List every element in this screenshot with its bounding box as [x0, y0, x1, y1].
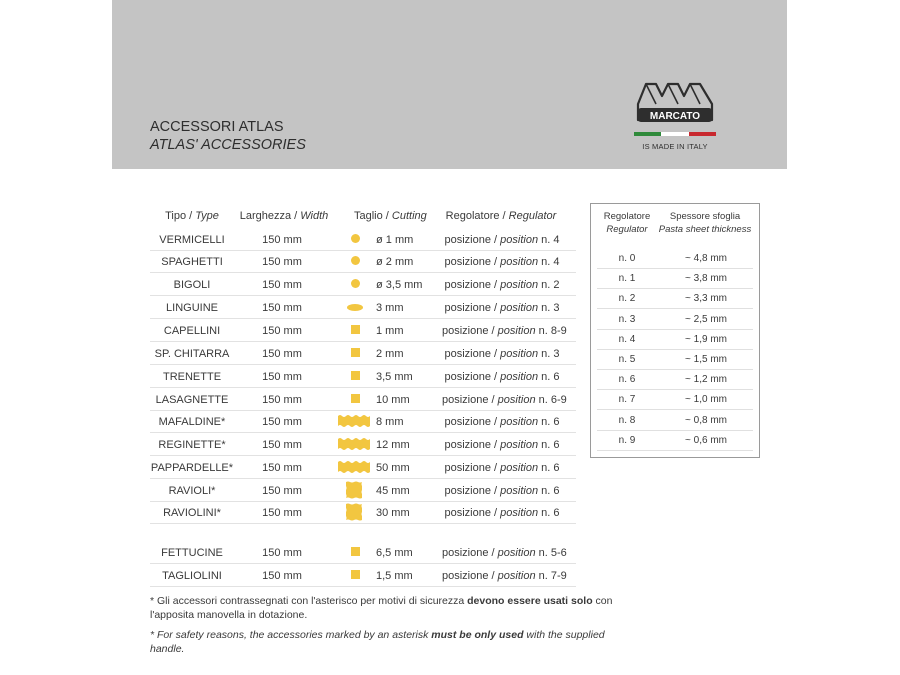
- table-row: [150, 410, 576, 433]
- thickness-row: [597, 410, 753, 431]
- pasta-shape-icon: [342, 410, 372, 432]
- thickness-header: [597, 210, 753, 244]
- cell-cutting: 10 mm: [376, 394, 410, 406]
- cell-regulator: posizione / position n. 6: [444, 371, 560, 383]
- pasta-shape-icon: [342, 433, 372, 455]
- shape-square: [351, 371, 360, 380]
- table-row: [150, 342, 576, 365]
- cell-width: 150 mm: [262, 507, 302, 519]
- cell-type: RAVIOLI*: [168, 485, 216, 497]
- cell-regulator-n: n. 0: [618, 253, 636, 264]
- note-english: * For safety reasons, the accessories marked by an asterisk must be only used with the supplied handle.: [150, 629, 605, 655]
- cell-thickness: ~ 1,9 mm: [685, 333, 727, 345]
- cell-thickness: ~ 3,3 mm: [685, 293, 727, 305]
- cell-type: TAGLIOLINI: [162, 570, 222, 582]
- cell-cutting: 1 mm: [376, 325, 404, 337]
- cell-width: 150 mm: [262, 256, 302, 268]
- cell-type: TRENETTE: [162, 371, 222, 383]
- cell-regulator-n: n. 5: [618, 354, 636, 365]
- shape-square: [351, 348, 360, 357]
- cell-width: 150 mm: [262, 394, 302, 406]
- cell-regulator-n: n. 2: [618, 293, 636, 305]
- cell-regulator: posizione / position n. 4: [444, 234, 560, 246]
- shape-wavy: [338, 414, 370, 428]
- cell-thickness: ~ 1,5 mm: [685, 354, 727, 365]
- cell-cutting: 3 mm: [376, 302, 404, 314]
- cell-regulator-n: n. 7: [618, 394, 636, 406]
- shape-ravioli: [346, 503, 362, 521]
- cell-cutting: 8 mm: [376, 416, 404, 428]
- table-row: [150, 456, 576, 479]
- cell-cutting: 50 mm: [376, 462, 410, 474]
- thickness-row: [597, 430, 753, 451]
- thickness-table: [590, 203, 760, 458]
- cell-width: 150 mm: [262, 462, 302, 474]
- cell-thickness: ~ 3,8 mm: [685, 273, 727, 285]
- pasta-shape-icon: [342, 296, 372, 318]
- cell-regulator: posizione / position n. 3: [444, 348, 560, 360]
- cell-regulator: posizione / position n. 6: [444, 507, 560, 519]
- col-header-regulator-n: Regolatore Regulator: [603, 211, 651, 235]
- cell-regulator: posizione / position n. 6: [444, 485, 560, 497]
- logo-tagline: IS MADE IN ITALY: [642, 142, 708, 151]
- cell-type: VERMICELLI: [159, 234, 225, 246]
- pasta-shape-icon: [342, 228, 372, 250]
- cell-width: 150 mm: [262, 348, 302, 360]
- page-title: [150, 118, 306, 154]
- cell-regulator: posizione / position n. 6-9: [442, 394, 567, 406]
- cell-regulator-n: n. 1: [618, 273, 636, 285]
- table-row: [150, 365, 576, 388]
- cell-type: FETTUCINE: [161, 547, 223, 559]
- logo-wordmark: MARCATO: [649, 111, 701, 122]
- cell-width: 150 mm: [262, 279, 302, 291]
- cell-type: LINGUINE: [166, 302, 218, 314]
- cell-cutting: 2 mm: [376, 348, 404, 360]
- col-header-regulator: Regolatore / Regulator: [445, 210, 557, 222]
- cell-cutting: 1,5 mm: [376, 570, 413, 582]
- table-row: [150, 479, 576, 502]
- cell-regulator: posizione / position n. 6: [444, 439, 560, 451]
- pasta-shape-icon: [342, 250, 372, 272]
- cell-regulator: posizione / position n. 6: [444, 416, 560, 428]
- table-row: [150, 564, 576, 587]
- pasta-shape-icon: [342, 319, 372, 341]
- table-row: [150, 319, 576, 342]
- thickness-row: [597, 349, 753, 370]
- cell-type: BIGOLI: [173, 279, 211, 291]
- pasta-shape-icon: [342, 564, 372, 586]
- cell-type: MAFALDINE*: [158, 416, 226, 428]
- shape-dot: [351, 234, 360, 243]
- table-row: [150, 296, 576, 319]
- cell-regulator: posizione / position n. 2: [444, 279, 560, 291]
- title-english: ATLAS' ACCESSORIES: [150, 137, 306, 153]
- cell-cutting: 30 mm: [376, 507, 410, 519]
- cell-regulator: posizione / position n. 8-9: [442, 325, 567, 337]
- thickness-row: [597, 329, 753, 350]
- table-row: [150, 228, 576, 251]
- cell-regulator-n: n. 9: [618, 434, 636, 446]
- cell-regulator: posizione / position n. 7-9: [442, 570, 567, 582]
- cell-thickness: ~ 4,8 mm: [685, 253, 727, 264]
- cell-cutting: ø 1 mm: [376, 234, 414, 246]
- pasta-shape-icon: [342, 456, 372, 478]
- cell-type: SPAGHETTI: [161, 256, 223, 268]
- cell-thickness: ~ 2,5 mm: [685, 313, 727, 325]
- pasta-shape-icon: [342, 365, 372, 387]
- shape-square: [351, 570, 360, 579]
- table-row: [150, 388, 576, 411]
- shape-square: [351, 547, 360, 556]
- thickness-row: [597, 268, 753, 289]
- safety-notes: [150, 594, 630, 662]
- cell-regulator: posizione / position n. 5-6: [442, 547, 567, 559]
- cell-width: 150 mm: [262, 547, 302, 559]
- thickness-row: [597, 389, 753, 410]
- pasta-shape-icon: [342, 501, 372, 523]
- cell-regulator: posizione / position n. 4: [444, 256, 560, 268]
- thickness-row: [597, 288, 753, 309]
- pasta-shape-icon: [342, 479, 372, 501]
- shape-oval: [347, 304, 363, 311]
- cell-thickness: ~ 1,0 mm: [685, 394, 727, 406]
- table-row: [150, 433, 576, 456]
- cell-width: 150 mm: [262, 371, 302, 383]
- cell-width: 150 mm: [262, 325, 302, 337]
- cell-cutting: 12 mm: [376, 439, 410, 451]
- cell-regulator-n: n. 6: [618, 374, 636, 386]
- cell-regulator-n: n. 4: [618, 333, 636, 345]
- cell-cutting: 6,5 mm: [376, 547, 413, 559]
- table-row: [150, 250, 576, 273]
- cell-type: RAVIOLINI*: [163, 507, 221, 519]
- pasta-shape-icon: [342, 273, 372, 295]
- cell-width: 150 mm: [262, 485, 302, 497]
- pasta-shape-icon: [342, 342, 372, 364]
- shape-square: [351, 394, 360, 403]
- cell-width: 150 mm: [262, 439, 302, 451]
- cell-type: LASAGNETTE: [155, 394, 229, 406]
- col-header-width: Larghezza / Width: [239, 210, 329, 222]
- note-italian: * Gli accessori contrassegnati con l'asterisco per motivi di sicurezza devono essere usati solo con l'apposita manovella in dotazione.: [150, 595, 613, 621]
- table-row: [150, 273, 576, 296]
- col-header-type: Tipo / Type: [165, 210, 219, 222]
- cell-thickness: ~ 0,6 mm: [685, 434, 727, 446]
- cell-thickness: ~ 1,2 mm: [685, 374, 727, 386]
- thickness-row: [597, 369, 753, 390]
- cell-width: 150 mm: [262, 570, 302, 582]
- cell-type: REGINETTE*: [158, 439, 226, 451]
- cell-width: 150 mm: [262, 416, 302, 428]
- cell-regulator: posizione / position n. 3: [444, 302, 560, 314]
- table-row: [150, 541, 576, 564]
- cell-width: 150 mm: [262, 302, 302, 314]
- cell-cutting: 45 mm: [376, 485, 410, 497]
- col-header-thickness: Spessore sfoglia Pasta sheet thickness: [658, 211, 752, 235]
- cell-type: PAPPARDELLE*: [150, 462, 234, 474]
- marcato-logo: [632, 76, 718, 152]
- header-banner: [112, 0, 787, 169]
- cell-width: 150 mm: [262, 234, 302, 246]
- cell-regulator-n: n. 8: [618, 414, 636, 426]
- shape-wavy: [338, 437, 370, 451]
- thickness-row: [597, 248, 753, 269]
- pasta-shape-icon: [342, 388, 372, 410]
- title-italian: ACCESSORI ATLAS: [150, 119, 284, 135]
- pasta-shape-icon: [342, 541, 372, 563]
- cell-type: CAPELLINI: [163, 325, 221, 337]
- col-header-cutting: Taglio / Cutting: [354, 210, 427, 222]
- cell-cutting: ø 2 mm: [376, 256, 414, 268]
- shape-dot: [351, 256, 360, 265]
- cell-type: SP. CHITARRA: [154, 348, 230, 360]
- cell-regulator-n: n. 3: [618, 313, 636, 325]
- shape-dot: [351, 279, 360, 288]
- cell-thickness: ~ 0,8 mm: [685, 414, 727, 426]
- table-row: [150, 501, 576, 524]
- shape-square: [351, 325, 360, 334]
- table-header-row: [150, 204, 576, 226]
- shape-ravioli: [346, 481, 362, 499]
- cell-cutting: ø 3,5 mm: [376, 279, 423, 291]
- thickness-row: [597, 309, 753, 330]
- shape-wavy: [338, 460, 370, 474]
- cell-cutting: 3,5 mm: [376, 371, 413, 383]
- cell-regulator: posizione / position n. 6: [444, 462, 560, 474]
